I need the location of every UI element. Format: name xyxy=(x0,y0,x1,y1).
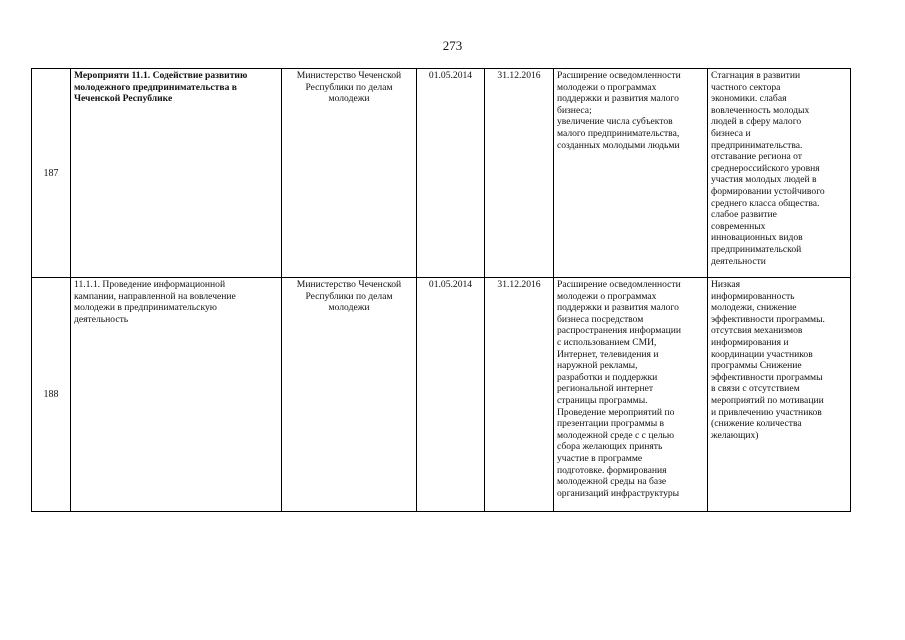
consequence-cell xyxy=(708,69,851,278)
measure-title-cell xyxy=(71,69,282,278)
consequence-line: частного сектора xyxy=(711,81,781,93)
result-line: разработки и поддержки xyxy=(557,371,658,383)
result-line: с использованием СМИ, xyxy=(557,336,657,348)
row-number-cell: 187 xyxy=(32,69,71,278)
consequence-line: Низкая xyxy=(711,279,741,290)
consequence-line: среднего класса общества. xyxy=(711,197,820,209)
measure-title-line: 11.1.1. Проведение информационной xyxy=(74,279,226,290)
consequence-line: отставание региона от xyxy=(711,151,802,163)
start-date-cell: 01.05.2014 xyxy=(417,69,485,278)
consequence-line: формировании устойчивого xyxy=(711,185,825,197)
result-line: молодежи о программах xyxy=(557,290,657,302)
result-line: созданных молодыми людьми xyxy=(557,139,680,151)
table-row xyxy=(32,69,851,278)
row-number-cell: 188 xyxy=(32,278,71,512)
executor-line: Министерство Чеченской xyxy=(296,70,402,81)
result-line: сбора желающих принять xyxy=(557,441,663,453)
result-line: Интернет, телевидения и xyxy=(557,348,659,360)
consequence-line: программы Снижение xyxy=(711,360,802,372)
consequence-cell xyxy=(708,278,851,512)
consequence-line: предпринимательской xyxy=(711,243,802,255)
consequence-line: бизнеса и xyxy=(711,127,751,139)
measure-title-line: деятельность xyxy=(74,313,129,325)
result-line: организаций инфраструктуры xyxy=(557,487,680,499)
consequence-line: отсутсвия механизмов xyxy=(711,325,803,337)
result-line: распространения информации xyxy=(557,325,681,337)
result-line: Проведение мероприятий по xyxy=(557,406,675,418)
executor-line: молодежи xyxy=(328,93,370,105)
start-date-cell: 01.05.2014 xyxy=(417,278,485,512)
page-number: 273 xyxy=(442,38,463,53)
result-line: поддержки и развития малого xyxy=(557,302,679,314)
executor-cell xyxy=(282,278,417,512)
consequence-line: слабое развитие xyxy=(711,209,777,221)
consequence-line: мероприятий по мотивации xyxy=(711,394,824,406)
end-date-cell: 31.12.2016 xyxy=(485,69,554,278)
result-line: страницы программы. xyxy=(557,394,648,406)
result-line: презентации программы в xyxy=(557,418,665,430)
result-line: наружной рекламы, xyxy=(557,360,638,372)
result-line: увеличение числа субъектов xyxy=(557,116,673,128)
result-line: региональной интернет xyxy=(557,383,654,395)
expected-result-cell xyxy=(554,278,708,512)
executor-line: Республики по делам xyxy=(305,81,393,93)
result-line: Расширение осведомленности xyxy=(557,279,681,290)
consequence-line: Стагнация в развитии xyxy=(711,70,801,81)
result-line: молодежной среде с с целью xyxy=(557,429,675,441)
consequence-line: людей в сферу малого xyxy=(711,116,802,128)
consequence-line: инновационных видов xyxy=(711,232,803,244)
consequence-line: (снижение количества xyxy=(711,418,802,430)
consequence-line: молодежи, снижение xyxy=(711,302,797,314)
end-date-cell: 31.12.2016 xyxy=(485,278,554,512)
result-line: подготовке. формирования xyxy=(557,464,667,476)
consequence-line: и привлечению участников xyxy=(711,406,822,418)
result-line: участие в программе xyxy=(557,452,643,464)
consequence-line: эффективности программы xyxy=(711,371,823,383)
consequence-line: информированность xyxy=(711,290,795,302)
result-line: бизнеса посредством xyxy=(557,313,644,325)
consequence-line: координации участников xyxy=(711,348,813,360)
result-line: молодежи о программах xyxy=(557,81,657,93)
measure-title-line: молодежи в предпринимательскую xyxy=(74,302,217,314)
measure-title-line: кампании, направленной на вовлечение xyxy=(74,290,236,302)
result-line: Расширение осведомленности xyxy=(557,70,681,81)
executor-line: молодежи xyxy=(328,302,370,314)
executor-cell xyxy=(282,69,417,278)
measure-title-line: молодежного предпринимательства в xyxy=(74,81,237,93)
result-line: бизнеса; xyxy=(557,104,592,116)
consequence-line: деятельности xyxy=(711,255,766,267)
consequence-line: в связи с отсутствием xyxy=(711,383,800,395)
measure-title-line: Мероприяти 11.1. Содействие развитию xyxy=(74,70,248,81)
consequence-line: желающих) xyxy=(711,429,759,441)
consequence-line: предпринимательства. xyxy=(711,139,803,151)
consequence-line: участия молодых людей в xyxy=(711,174,817,186)
executor-line: Министерство Чеченской xyxy=(296,279,402,290)
result-line: малого предпринимательства, xyxy=(557,127,680,139)
result-line: поддержки и развития малого xyxy=(557,93,679,105)
program-measures-table xyxy=(31,68,851,512)
executor-line: Республики по делам xyxy=(305,290,393,302)
expected-result-cell xyxy=(554,69,708,278)
measure-title-line: Чеченской Республике xyxy=(74,93,173,105)
consequence-line: современных xyxy=(711,220,766,232)
table-row xyxy=(32,278,851,512)
consequence-line: эффективности программы. xyxy=(711,313,825,325)
measure-title-cell xyxy=(71,278,282,512)
consequence-line: экономики. слабая xyxy=(711,93,787,105)
consequence-line: среднероссийского уровня xyxy=(711,162,820,174)
consequence-line: информирования и xyxy=(711,336,789,348)
result-line: молодежной среды на базе xyxy=(557,476,667,488)
consequence-line: вовлеченность молодых xyxy=(711,104,810,116)
